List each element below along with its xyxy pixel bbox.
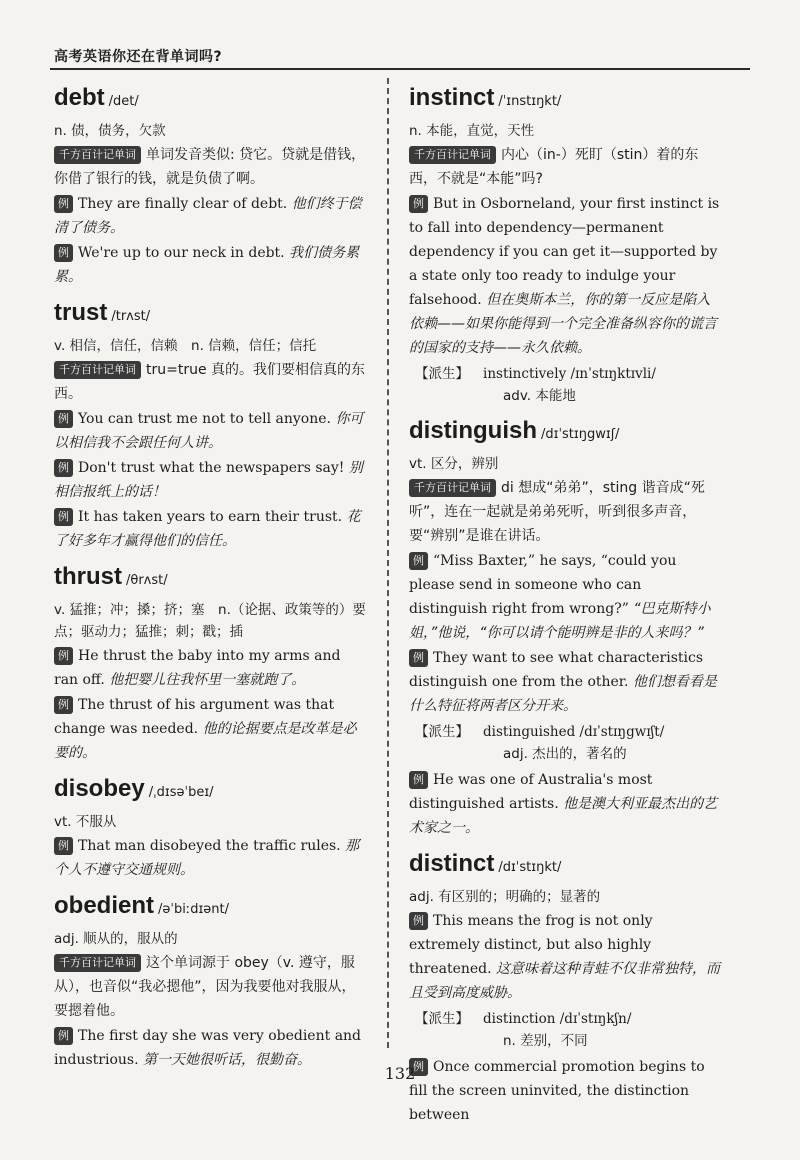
part-of-speech: v. 猛推；冲；搡；挤；塞 n.（论据、政策等的）要点；驱动力；猛推；刺；戳；插	[54, 602, 366, 640]
example-english: The first day she was very obedient and industrious.	[54, 1028, 362, 1068]
headword: instinct	[409, 84, 495, 111]
example-english: Once commercial promotion begins to fill the screen uninvited, the distinction between	[409, 1059, 705, 1123]
derived-body	[483, 1008, 631, 1052]
derived-meaning: adj. 杰出的，著名的	[503, 746, 627, 762]
column-divider	[387, 78, 389, 1048]
derived-word: instinctively	[483, 366, 567, 382]
derived-word-line	[483, 366, 656, 382]
derived-label: 【派生】	[415, 1011, 469, 1027]
memory-text: di 想成“弟弟”，sting 谐音成“死听”，连在一起就是弟弟死听，听到很多声音，要“辨别”是谁在讲话。	[409, 480, 705, 544]
part-of-speech: vt. 区分，辨别	[409, 456, 499, 472]
example-chinese: 这意味着这种青蛙不仅非常独特，而且受到高度威胁。	[409, 961, 721, 1001]
example-english: That man disobeyed the traffic rules.	[78, 838, 341, 854]
part-of-speech: v. 相信，信任，信赖 n. 信赖，信任；信托	[54, 338, 317, 354]
example-sentence	[54, 644, 366, 692]
example-english: Don't trust what the newspapers say!	[78, 460, 345, 476]
example-badge: 例	[54, 837, 73, 855]
part-of-speech: adj. 有区别的；明确的；显著的	[409, 889, 601, 905]
headword: distinct	[409, 850, 495, 877]
example-badge: 例	[54, 244, 73, 262]
example-english: The thrust of his argument was that change was needed.	[54, 697, 335, 737]
headword-line	[54, 890, 366, 926]
right-column	[409, 82, 721, 1135]
headword-line	[409, 848, 721, 884]
example-badge: 例	[409, 552, 428, 570]
example-english: They want to see what characteristics distinguish one from the other.	[409, 650, 704, 690]
memory-badge: 千方百计记单词	[54, 954, 141, 972]
example-sentence	[54, 241, 366, 289]
memory-tip	[54, 143, 366, 191]
header-rule	[50, 68, 750, 70]
phonetic: /ˌdɪsəˈbeɪ/	[148, 785, 214, 800]
example-chinese: 但在奥斯本兰，你的第一反应是陷入依赖——如果你能得到一个完全准备纵容你的谎言的国家的支持——永久依赖。	[409, 292, 717, 356]
headword-line	[54, 297, 366, 333]
memory-text: 这个单词源于 obey（v. 遵守，服从），也音似“我必摁他”，因为我要他对我服从，要摁着他。	[54, 955, 356, 1019]
example-english: “Miss Baxter,” he says, “could you please send in someone who can distinguish right from wrong?”	[409, 553, 677, 617]
example-sentence	[54, 693, 366, 765]
headword: distinguish	[409, 417, 537, 444]
derived-form	[415, 363, 721, 407]
derived-word: distinguished	[483, 724, 576, 740]
example-chinese: 第一天她很听话，很勤奋。	[143, 1052, 311, 1068]
example-badge: 例	[54, 459, 73, 477]
part-of-speech: vt. 不服从	[54, 814, 117, 830]
headword: obedient	[54, 892, 154, 919]
memory-badge: 千方百计记单词	[409, 479, 496, 497]
example-english: He thrust the baby into my arms and ran off.	[54, 648, 341, 688]
example-english: We're up to our neck in debt.	[78, 245, 285, 261]
headword-line	[409, 82, 721, 118]
example-sentence	[409, 192, 721, 360]
phonetic: /θrʌst/	[126, 573, 168, 588]
example-badge: 例	[409, 195, 428, 213]
derived-phonetic: /ɪnˈstɪŋktɪvli/	[570, 366, 656, 382]
entry-trust	[54, 297, 366, 553]
derived-label: 【派生】	[415, 366, 469, 382]
entry-disobey	[54, 773, 366, 882]
example-chinese: 他是澳大利亚最杰出的艺术家之一。	[409, 796, 718, 836]
derived-body	[483, 363, 656, 407]
entry-instinct	[409, 82, 721, 407]
part-of-speech: n. 本能，直觉，天性	[409, 123, 535, 139]
derived-body	[483, 721, 664, 765]
phonetic: /det/	[108, 94, 139, 109]
phonetic: /trʌst/	[111, 309, 151, 324]
memory-badge: 千方百计记单词	[54, 361, 141, 379]
derived-word-line	[483, 1011, 631, 1027]
example-badge: 例	[54, 508, 73, 526]
example-badge: 例	[54, 195, 73, 213]
example-sentence	[54, 192, 366, 240]
derived-meaning: adv. 本能地	[503, 388, 576, 404]
example-english: This means the frog is not only extremely distinct, but also highly threatened.	[409, 913, 653, 977]
example-english: But in Osborneland, your first instinct is to fall into dependency—permanent dependency if you can get it—supported by a state only too ready to indulge your falsehood.	[409, 196, 720, 308]
derived-label: 【派生】	[415, 724, 469, 740]
entry-thrust	[54, 561, 366, 765]
example-sentence	[54, 407, 366, 455]
example-chinese: 别相信报纸上的话！	[54, 460, 363, 500]
example-sentence	[409, 909, 721, 1005]
memory-text: 单词发音类似: 贷它。贷就是借钱，你借了银行的钱，就是负债了啊。	[54, 147, 366, 187]
memory-badge: 千方百计记单词	[54, 146, 141, 164]
headword: disobey	[54, 775, 145, 802]
example-badge: 例	[54, 1027, 73, 1045]
example-badge: 例	[54, 410, 73, 428]
example-english: They are finally clear of debt.	[78, 196, 288, 212]
example-chinese: 你可以相信我不会跟任何人讲。	[54, 411, 364, 451]
left-column	[54, 82, 366, 1080]
example-chinese: 我们债务累累。	[54, 245, 360, 285]
example-chinese: 他们想看看是什么特征将两者区分开来。	[409, 674, 717, 714]
headword-line	[54, 561, 366, 597]
memory-tip	[409, 476, 721, 548]
example-chinese: 那个人不遵守交通规则。	[54, 838, 360, 878]
example-badge: 例	[54, 696, 73, 714]
memory-text: tru=true 真的。我们要相信真的东西。	[54, 362, 366, 402]
phonetic: /əˈbiːdɪənt/	[158, 902, 229, 917]
memory-badge: 千方百计记单词	[409, 146, 496, 164]
entry-obedient	[54, 890, 366, 1072]
derived-word: distinction	[483, 1011, 556, 1027]
part-of-speech: adj. 顺从的，服从的	[54, 931, 178, 947]
example-chinese: 他的论据要点是改革是必要的。	[54, 721, 357, 761]
example-chinese: 花了好多年才赢得他们的信任。	[54, 509, 361, 549]
example-badge: 例	[54, 647, 73, 665]
example-english: You can trust me not to tell anyone.	[78, 411, 331, 427]
headword: trust	[54, 299, 108, 326]
phonetic: /dɪˈstɪŋkt/	[498, 860, 562, 875]
example-sentence	[54, 834, 366, 882]
running-head: 高考英语你还在背单词吗?	[54, 49, 223, 65]
example-chinese: 他把婴儿往我怀里一塞就跑了。	[109, 672, 306, 688]
derived-phonetic: /dɪˈstɪŋgwɪʃt/	[579, 724, 665, 740]
phonetic: /ˈɪnstɪŋkt/	[498, 94, 562, 109]
entry-distinguish	[409, 415, 721, 840]
example-badge: 例	[409, 912, 428, 930]
page-number: 132	[384, 1064, 416, 1083]
part-of-speech: n. 债，债务，欠款	[54, 123, 166, 139]
example-chinese: “巴克斯特小姐，”他说，“你可以请个能明辨是非的人来吗？”	[409, 601, 711, 641]
entry-distinct	[409, 848, 721, 1127]
memory-tip	[409, 143, 721, 191]
headword: thrust	[54, 563, 122, 590]
phonetic: /dɪˈstɪŋgwɪʃ/	[541, 427, 620, 442]
entry-debt	[54, 82, 366, 289]
headword-line	[409, 415, 721, 451]
example-english: It has taken years to earn their trust.	[78, 509, 343, 525]
example-sentence	[54, 505, 366, 553]
headword: debt	[54, 84, 105, 111]
headword-line	[54, 82, 366, 118]
example-sentence	[409, 768, 721, 840]
derived-word-line	[483, 724, 664, 740]
example-badge: 例	[409, 771, 428, 789]
derived-phonetic: /dɪˈstɪŋkʃn/	[559, 1011, 632, 1027]
derived-meaning: n. 差别，不同	[503, 1033, 588, 1049]
headword-line	[54, 773, 366, 809]
example-badge: 例	[409, 1058, 428, 1076]
example-chinese: 他们终于偿清了债务。	[54, 196, 362, 236]
example-sentence	[409, 646, 721, 718]
derived-form	[415, 1008, 721, 1052]
example-sentence	[54, 456, 366, 504]
example-english: He was one of Australia's most distinguished artists.	[409, 772, 653, 812]
example-badge: 例	[409, 649, 428, 667]
memory-text: 内心（in-）死盯（stin）着的东西，不就是“本能”吗?	[409, 147, 699, 187]
example-sentence	[409, 549, 721, 645]
memory-tip	[54, 951, 366, 1023]
derived-form	[415, 721, 721, 765]
memory-tip	[54, 358, 366, 406]
